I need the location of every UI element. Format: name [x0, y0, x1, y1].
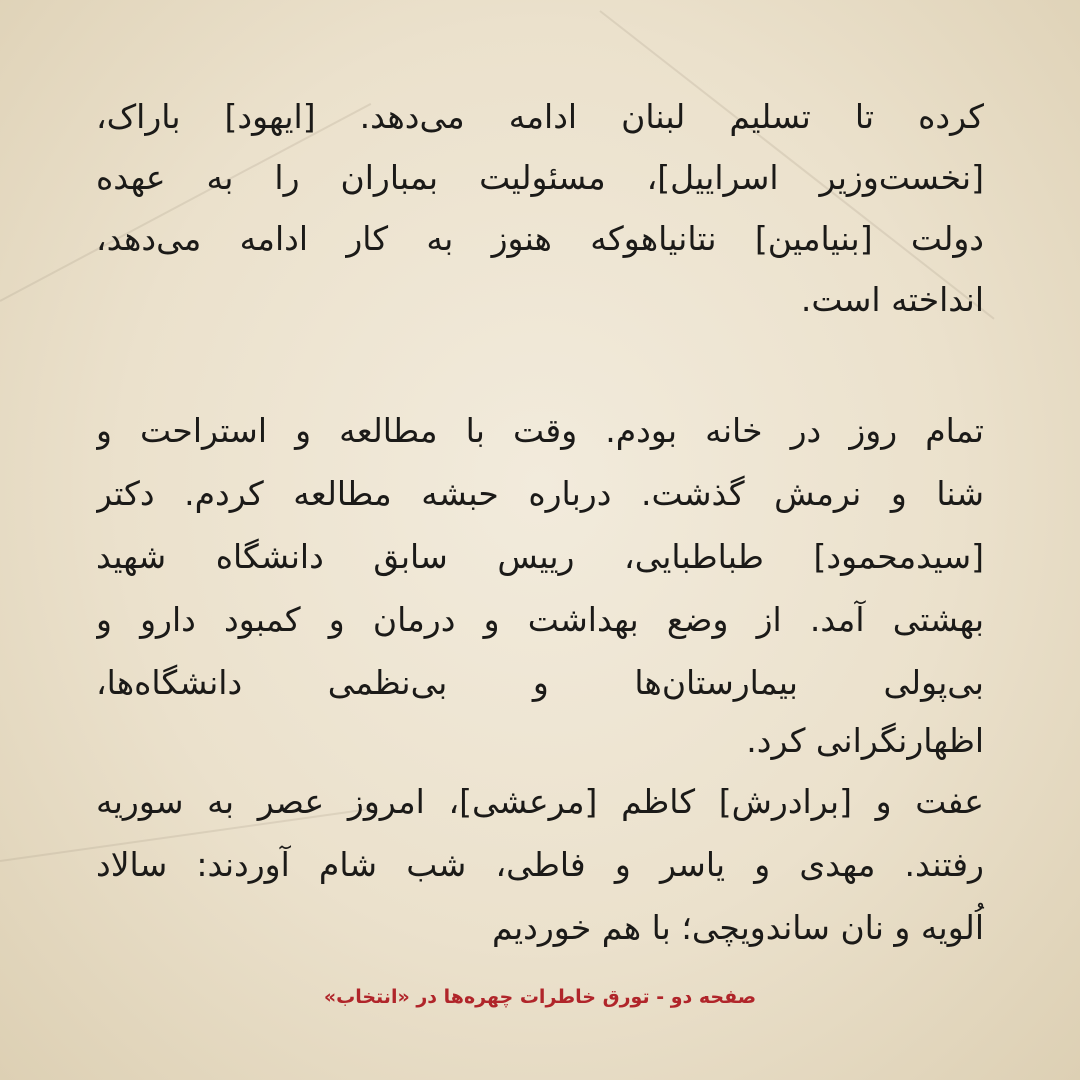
text-line: تمام روز در خانه بودم. وقت با مطالعه و استراحت و — [96, 411, 984, 450]
text-line: کرده تا تسلیم لبنان ادامه می‌دهد. [ایهود] باراک، — [96, 97, 984, 136]
text-line: عفت و [برادرش] کاظم [مرعشی]، امروز عصر به سوریه — [96, 782, 984, 821]
text-line: بهشتی آمد. از وضع بهداشت و درمان و کمبود دارو و — [96, 600, 984, 639]
text-line: دولت [بنیامین] نتانیاهوکه هنوز به کار ادامه می‌دهد، — [96, 219, 984, 258]
text-line: اظهارنگرانی کرد. — [746, 721, 984, 760]
text-line: [سیدمحمود] طباطبایی، رییس سابق دانشگاه شهید — [96, 537, 984, 576]
text-line: انداخته است. — [800, 280, 984, 319]
text-line: اُلویه و نان ساندویچی؛ با هم خوردیم — [492, 908, 984, 947]
text-line: [نخست‌وزیر اسراییل]، مسئولیت بمباران را به عهده — [96, 158, 984, 197]
text-line: رفتند. مهدی و یاسر و فاطی، شب شام آوردند: سالاد — [96, 845, 984, 884]
text-line: شنا و نرمش گذشت. درباره حبشه مطالعه کردم. دکتر — [96, 474, 984, 513]
source-caption: صفحه دو - تورق خاطرات چهره‌ها در «انتخاب» — [323, 986, 757, 1008]
text-line: بی‌پولی بیمارستان‌ها و بی‌نظمی دانشگاه‌ها، — [96, 663, 984, 702]
